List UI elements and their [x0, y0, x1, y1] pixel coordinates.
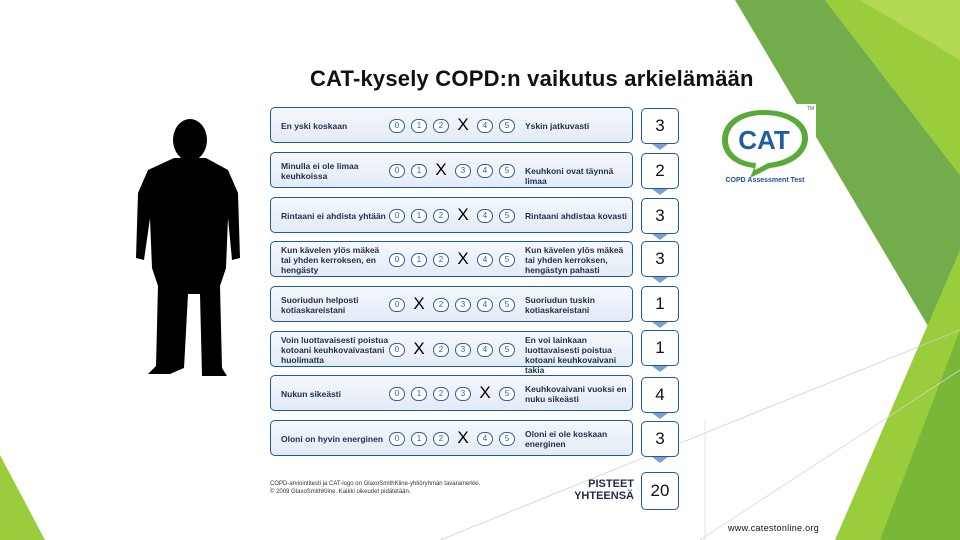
item-score-box: 3 [641, 421, 679, 457]
answer-option-0[interactable]: 0 [389, 343, 405, 357]
question-row [270, 375, 633, 411]
answer-option-1[interactable]: 1 [411, 164, 427, 178]
selected-answer-mark[interactable]: X [457, 115, 469, 134]
question-row [270, 197, 633, 233]
answer-option-5[interactable]: 5 [499, 164, 515, 178]
question-left-text: Oloni on hyvin energinen [281, 434, 384, 444]
question-right-text: Keuhkoni ovat täynnä limaa [525, 166, 614, 186]
page-title: CAT-kysely COPD:n vaikutus arkielämään [310, 66, 754, 91]
answer-option-0[interactable]: 0 [389, 164, 405, 178]
answer-option-2[interactable]: 2 [433, 387, 449, 401]
cat-logo-icon [714, 104, 816, 188]
item-score-box: 2 [641, 153, 679, 189]
item-score-box: 4 [641, 377, 679, 413]
answer-option-1[interactable]: 1 [411, 119, 427, 133]
question-left-text: Nukun sikeästi [281, 389, 341, 399]
total-score-box: 20 [641, 472, 679, 510]
question-left-text: Minulla ei ole limaa keuhkoissa [281, 161, 359, 181]
logo-text: CAT [738, 125, 790, 155]
logo-subtitle: COPD Assessment Test [725, 177, 805, 184]
answer-option-5[interactable]: 5 [499, 119, 515, 133]
question-left-text: Rintaani ei ahdista yhtään [281, 211, 386, 221]
answer-option-0[interactable]: 0 [389, 253, 405, 267]
answer-option-2[interactable]: 2 [433, 253, 449, 267]
answer-scale [389, 339, 517, 358]
question-left-text: Kun kävelen ylös mäkeä tai yhden kerroksen, en hengästy [281, 245, 380, 275]
answer-option-3[interactable]: 3 [455, 164, 471, 178]
answer-scale [389, 205, 517, 224]
answer-scale [389, 249, 517, 268]
answer-scale [389, 160, 517, 179]
answer-option-4[interactable]: 4 [477, 119, 493, 133]
question-row [270, 152, 633, 188]
down-arrow-icon [652, 366, 668, 372]
footnote: COPD-arviointitesti ja CAT-logo on GlaxoSmithKline-yhtiöryhmän tavaramerkki. © 2009 GlaxoSmithKline. Kaikki oikeudet pidätetään. [270, 481, 481, 495]
answer-option-2[interactable]: 2 [433, 298, 449, 312]
answer-option-4[interactable]: 4 [477, 253, 493, 267]
question-row [270, 331, 633, 375]
down-arrow-icon [652, 457, 668, 463]
question-right-text: Rintaani ahdistaa kovasti [525, 211, 628, 221]
answer-option-1[interactable]: 1 [411, 209, 427, 223]
item-score-box: 3 [641, 198, 679, 234]
total-label: PISTEET YHTEENSÄ [574, 478, 634, 502]
answer-option-3[interactable]: 3 [455, 387, 471, 401]
selected-answer-mark[interactable]: X [413, 294, 425, 313]
question-row [270, 241, 633, 277]
selected-answer-mark[interactable]: X [457, 428, 469, 447]
answer-option-2[interactable]: 2 [433, 209, 449, 223]
person-silhouette-icon [130, 118, 245, 380]
answer-option-4[interactable]: 4 [477, 343, 493, 357]
answer-option-3[interactable]: 3 [455, 298, 471, 312]
answer-option-5[interactable]: 5 [499, 298, 515, 312]
answer-option-0[interactable]: 0 [389, 432, 405, 446]
question-row [270, 107, 633, 143]
item-score-box: 3 [641, 108, 679, 144]
down-arrow-icon [652, 144, 668, 150]
question-right-text: Oloni ei ole koskaan energinen [525, 429, 608, 449]
question-right-text: Suoriudun tuskin kotiaskareistani [525, 295, 595, 315]
answer-option-5[interactable]: 5 [499, 209, 515, 223]
answer-option-5[interactable]: 5 [499, 432, 515, 446]
answer-option-4[interactable]: 4 [477, 164, 493, 178]
question-right-text: Kun kävelen ylös mäkeä tai yhden kerroksen, hengästyn pahasti [525, 245, 624, 275]
down-arrow-icon [652, 277, 668, 283]
answer-option-0[interactable]: 0 [389, 387, 405, 401]
answer-option-4[interactable]: 4 [477, 432, 493, 446]
answer-option-4[interactable]: 4 [477, 298, 493, 312]
answer-option-5[interactable]: 5 [499, 343, 515, 357]
question-left-text: En yski koskaan [281, 121, 348, 131]
answer-scale [389, 294, 517, 313]
down-arrow-icon [652, 189, 668, 195]
question-left-text: Suoriudun helposti kotiaskareistani [281, 295, 359, 315]
answer-option-2[interactable]: 2 [433, 343, 449, 357]
question-right-text: Keuhkovaivani vuoksi en nuku sikeästi [525, 384, 627, 404]
answer-option-2[interactable]: 2 [433, 432, 449, 446]
selected-answer-mark[interactable]: X [413, 339, 425, 358]
answer-option-3[interactable]: 3 [455, 343, 471, 357]
down-arrow-icon [652, 234, 668, 240]
answer-option-1[interactable]: 1 [411, 253, 427, 267]
answer-option-1[interactable]: 1 [411, 387, 427, 401]
answer-option-5[interactable]: 5 [499, 387, 515, 401]
cat-logo [714, 104, 816, 188]
item-score-box: 1 [641, 286, 679, 322]
question-row [270, 286, 633, 322]
answer-option-0[interactable]: 0 [389, 209, 405, 223]
answer-option-0[interactable]: 0 [389, 298, 405, 312]
item-score-box: 3 [641, 241, 679, 277]
item-score-box: 1 [641, 330, 679, 366]
answer-option-2[interactable]: 2 [433, 119, 449, 133]
selected-answer-mark[interactable]: X [435, 160, 447, 179]
selected-answer-mark[interactable]: X [457, 205, 469, 224]
selected-answer-mark[interactable]: X [457, 249, 469, 268]
answer-option-5[interactable]: 5 [499, 253, 515, 267]
answer-scale [389, 383, 517, 402]
website-url: www.catestonline.org [728, 523, 820, 533]
question-left-text: Voin luottavaisesti poistua kotoani keuhkovaivastani huolimatta [281, 335, 389, 365]
question-right-text: En voi lainkaan luottavaisesti poistua kotoani keuhkovaivani takia [525, 335, 617, 375]
selected-answer-mark[interactable]: X [479, 383, 491, 402]
question-right-text: Yskin jatkuvasti [525, 121, 590, 131]
question-row [270, 420, 633, 456]
answer-option-1[interactable]: 1 [411, 432, 427, 446]
answer-option-4[interactable]: 4 [477, 209, 493, 223]
answer-scale [389, 428, 517, 447]
down-arrow-icon [652, 322, 668, 328]
answer-scale [389, 115, 517, 134]
down-arrow-icon [652, 413, 668, 419]
logo-tm: TM [806, 106, 814, 112]
answer-option-0[interactable]: 0 [389, 119, 405, 133]
